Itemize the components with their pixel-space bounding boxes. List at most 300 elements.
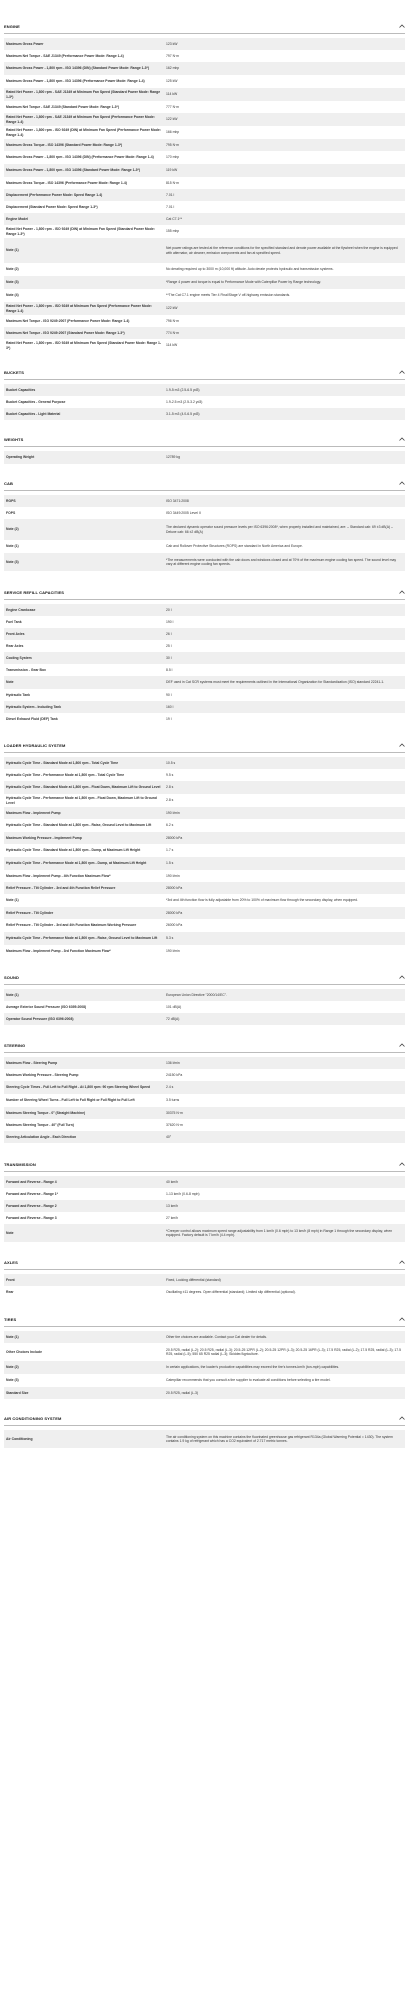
spec-row: [4, 177, 405, 189]
spec-label: Note (1): [6, 898, 19, 903]
spec-row: [4, 201, 405, 213]
spec-value: 774 N·m: [166, 330, 180, 335]
spec-value: 26000 kPa: [166, 923, 183, 928]
spec-value: 27 km/h: [166, 1215, 179, 1220]
spec-value: The declared dynamic operator sound pressure levels per ISO 6396:2008*, when properly installed and maintained, are: – Standard cab: 69 ±3 dB(A) – Deluxe cab: 66 ±2 dB(A): [166, 525, 393, 534]
section-service: [4, 586, 405, 725]
spec-value: 10.5 s: [166, 760, 176, 765]
chevron-up-icon[interactable]: [399, 1260, 405, 1266]
spec-label: Rear: [6, 1290, 14, 1295]
spec-row: [4, 664, 405, 676]
section-header-tires[interactable]: [4, 1313, 405, 1327]
spec-label: Average Exterior Sound Pressure (ISO 6395:2008): [6, 1004, 87, 1009]
spec-label: Front Axles: [6, 631, 25, 636]
chevron-up-icon[interactable]: [399, 590, 405, 596]
spec-label: Maximum Net Torque - SAE J1349 (Standard Power Mode: Range 1-3*): [6, 104, 119, 109]
section-header-sound[interactable]: [4, 971, 405, 985]
spec-label: Hydraulic Cycle Time - Performance Mode at 1,800 rpm - Raise, Ground Level to Maximum Lift: [6, 936, 158, 941]
spec-row: [4, 857, 405, 870]
spec-value: 40°: [166, 1134, 172, 1139]
spec-row: [4, 1094, 405, 1107]
section-title: LOADER HYDRAULIC SYSTEM: [4, 743, 66, 748]
spec-table: [4, 989, 405, 1025]
spec-row: [4, 894, 405, 907]
spec-value: 162 mhp: [166, 66, 180, 71]
spec-row: [4, 794, 405, 807]
spec-table: [4, 1430, 405, 1448]
section-transmission: [4, 1158, 405, 1242]
spec-value: 9.5 s: [166, 772, 174, 777]
spec-label: Hydraulic Cycle Time - Performance Mode at 1,800 rpm - Dump, at Maximum Lift Height: [6, 861, 147, 866]
spec-value: 136 l/min: [166, 1060, 180, 1065]
spec-row: [4, 1069, 405, 1081]
section-header-transmission[interactable]: [4, 1158, 405, 1172]
spec-value: 2.8 s: [166, 785, 174, 790]
spec-row: [4, 62, 405, 75]
spec-row: [4, 1119, 405, 1131]
section-steering: [4, 1039, 405, 1143]
spec-label: Forward and Reverse - Range 2: [6, 1203, 57, 1208]
spec-value: Cab and Rollover Protective Structures (ROPS) are standard in North America and Europe.: [166, 544, 303, 549]
spec-row: [4, 101, 405, 113]
spec-row: [4, 640, 405, 652]
chevron-up-icon[interactable]: [399, 975, 405, 981]
spec-label: Note (1): [6, 992, 19, 997]
spec-label: Note (1): [6, 544, 19, 549]
spec-value: 795 N·m: [166, 142, 180, 147]
section-title: ENGINE: [4, 24, 20, 29]
spec-label: Rated Net Power - 1,800 rpm - ISO 9249 at Minimum Fan Speed (Standard Power Mode: Range 1-3*): [6, 341, 162, 350]
spec-row: [4, 238, 405, 263]
section-buckets: [4, 366, 405, 420]
spec-value: *Creeper control allows maximum speed range adjustability from 1 km/h (0.6 mph) to 13 km/h (8 mph) in Range 1 through the secondary display, when equipped. Factory default is 7 km/h (4.4 mph).: [166, 1228, 393, 1237]
spec-row: [4, 689, 405, 701]
spec-label: Note: [6, 1230, 14, 1235]
spec-label: Transmission - Gear Box: [6, 667, 46, 672]
spec-value: 123 kW: [166, 41, 178, 46]
spec-row: [4, 88, 405, 101]
spec-label: Maximum Flow - Implement Pump - 3rd Function Maximum Flow*: [6, 948, 111, 953]
spec-table: [4, 1057, 405, 1143]
spec-value: 13 km/h: [166, 1203, 179, 1208]
spec-row: [4, 1286, 405, 1299]
section-cab: [4, 477, 405, 571]
spec-label: Hydraulic Cycle Time - Performance Mode at 1,800 rpm - Float Down, Maximum Lift to Ground Level: [6, 796, 157, 805]
spec-value: 3.1-5 m3 (4.0-6.5 yd3): [166, 411, 200, 416]
spec-value: 1.7 s: [166, 848, 174, 853]
section-header-service[interactable]: [4, 586, 405, 600]
spec-label: Rated Net Power - 1,800 rpm - SAE J1349 at Minimum Fan Speed (Standard Power Mode: Range 1-3*): [6, 90, 161, 99]
spec-value: 1-13 km/h (0.6-8 mph): [166, 1191, 200, 1196]
spec-value: 28000 kPa: [166, 910, 183, 915]
spec-label: Maximum Net Torque - SAE J1349 (Performance Power Mode: Range 1-4): [6, 53, 124, 58]
spec-value: 12789 kg: [166, 455, 180, 460]
spec-label: Hydraulic System - Including Tank: [6, 704, 62, 709]
spec-value: 20.5 R25, radial (L-3): [166, 1390, 199, 1395]
spec-row: [4, 1107, 405, 1119]
spec-value: 40 km/h: [166, 1179, 179, 1184]
spec-label: Note (3): [6, 1378, 19, 1383]
section-sound: [4, 971, 405, 1025]
spec-value: 1.9-2.5 m3 (2.5-3.2 yd3): [166, 399, 203, 404]
spec-value: 114 kW: [166, 92, 178, 97]
spec-row: [4, 781, 405, 794]
section-weights: [4, 433, 405, 464]
spec-value: 25 l: [166, 643, 172, 648]
spec-label: Maximum Steering Torque - 0° (Straight Machine): [6, 1110, 86, 1115]
spec-label: Bucket Capacities - Light Material: [6, 411, 61, 416]
spec-label: Rated Net Power - 1,800 rpm - ISO 9249 (DIN) at Minimum Fan Speed (Standard Power Mode: Range 1-3*): [6, 227, 155, 236]
spec-label: Maximum Gross Power: [6, 41, 44, 46]
spec-row: [4, 1013, 405, 1025]
spec-label: Other Choices Include: [6, 1349, 42, 1354]
spec-value: 28000 kPa: [166, 835, 183, 840]
spec-value: 101 dB(A): [166, 1004, 182, 1009]
spec-row: [4, 507, 405, 519]
spec-row: [4, 139, 405, 151]
spec-row: [4, 604, 405, 616]
chevron-up-icon[interactable]: [399, 24, 405, 30]
section-title: TIRES: [4, 1317, 17, 1322]
spec-value: 190 l: [166, 619, 174, 624]
spec-value: Caterpillar recommends that you consult a tire supplier to evaluate all conditions before selecting a tire model.: [166, 1378, 331, 1383]
spec-label: Engine Crankcase: [6, 607, 36, 612]
spec-row: [4, 495, 405, 507]
section-header-steering[interactable]: [4, 1039, 405, 1053]
spec-row: [4, 819, 405, 832]
spec-row: [4, 151, 405, 164]
section-title: WEIGHTS: [4, 437, 24, 442]
section-engine: [4, 20, 405, 352]
spec-row: [4, 1001, 405, 1013]
spec-row: [4, 113, 405, 126]
spec-row: [4, 1430, 405, 1448]
spec-value: 90 l: [166, 692, 172, 697]
spec-label: Front: [6, 1277, 15, 1282]
spec-label: Rated Net Power - 1,800 rpm - SAE J1349 at Minimum Fan Speed (Performance Power Mode: Range 1-4): [6, 115, 155, 124]
spec-value: 166 mhp: [166, 130, 180, 135]
spec-row: [4, 919, 405, 932]
spec-value: DEF used in Cat SCR systems must meet the requirements outlined in the International Organization for Standardization (ISO) standard 22241-1.: [166, 680, 385, 685]
spec-label: Fuel Tank: [6, 619, 22, 624]
spec-label: Maximum Gross Torque - ISO 14396 (Standard Power Mode: Range 1-3*): [6, 142, 123, 147]
spec-value: 30 l: [166, 655, 172, 660]
spec-value: 2.8 s: [166, 798, 174, 803]
spec-value: 72 dB(A): [166, 1016, 180, 1021]
spec-value: 24150 kPa: [166, 1072, 183, 1077]
spec-table: [4, 1331, 405, 1399]
spec-label: Hydraulic Tank: [6, 692, 31, 697]
spec-label: Note (4): [6, 293, 19, 298]
spec-row: [4, 519, 405, 540]
section-title: TRANSMISSION: [4, 1162, 36, 1167]
spec-value: 122 kW: [166, 306, 178, 311]
spec-value: *The measurements were conducted with the cab doors and windows closed and at 70% of the maximum engine cooling fan speed. The sound level may vary at different engine cooling fan speeds.: [166, 557, 397, 566]
section-header-air-conditioning[interactable]: [4, 1412, 405, 1426]
spec-row: [4, 1188, 405, 1200]
spec-value: 155 mhp: [166, 229, 180, 234]
spec-value: **The Cat C7.1 engine meets Tier 4 Final/Stage V off-highway emission standards.: [166, 293, 291, 298]
section-axles: [4, 1256, 405, 1299]
spec-label: Hydraulic Cycle Time - Performance Mode at 1,800 rpm - Total Cycle Time: [6, 772, 125, 777]
spec-label: Maximum Gross Power - 1,800 rpm - ISO 14396 (Standard Power Mode: Range 1-3*): [6, 168, 140, 173]
spec-value: 30375 N·m: [166, 1110, 183, 1115]
spec-label: Note: [6, 680, 14, 685]
spec-table: [4, 757, 405, 957]
spec-row: [4, 396, 405, 408]
spec-row: [4, 302, 405, 315]
spec-sheet: [4, 20, 405, 1448]
spec-table: [4, 384, 405, 420]
spec-value: 170 mhp: [166, 155, 180, 160]
spec-label: Displacement (Standard Power Mode: Speed Range 1-3*): [6, 204, 98, 209]
spec-row: [4, 327, 405, 339]
spec-value: 26 l: [166, 631, 172, 636]
chevron-up-icon[interactable]: [399, 481, 405, 487]
spec-row: [4, 213, 405, 225]
spec-label: Steering Articulation Angle - Each Direction: [6, 1134, 77, 1139]
spec-row: [4, 384, 405, 396]
spec-value: 114 kW: [166, 343, 178, 348]
spec-row: [4, 225, 405, 238]
section-header-axles[interactable]: [4, 1256, 405, 1270]
section-header-weights[interactable]: [4, 433, 405, 447]
spec-row: [4, 1331, 405, 1343]
spec-value: 6.2 s: [166, 823, 174, 828]
section-title: SOUND: [4, 975, 19, 980]
spec-label: Air Conditioning: [6, 1436, 33, 1441]
spec-value: 190 l/min: [166, 810, 180, 815]
spec-label: Maximum Net Torque - ISO 9249:2007 (Standard Power Mode: Range 1-3*): [6, 330, 125, 335]
spec-row: [4, 1212, 405, 1224]
spec-label: Relief Pressure - Tilt Cylinder - 3rd and 4th Function Maximum Working Pressure: [6, 923, 137, 928]
spec-value: 7.01 l: [166, 192, 175, 197]
spec-label: Note (2): [6, 527, 19, 532]
spec-value: 119 kW: [166, 168, 178, 173]
spec-value: 777 N·m: [166, 104, 180, 109]
spec-table: [4, 451, 405, 464]
spec-label: Maximum Flow - Implement Pump: [6, 810, 61, 815]
spec-label: Cooling System: [6, 655, 32, 660]
spec-value: 37620 N·m: [166, 1122, 183, 1127]
chevron-up-icon[interactable]: [399, 437, 405, 443]
section-header-cab[interactable]: [4, 477, 405, 491]
spec-value: 3.5 turns: [166, 1098, 180, 1103]
spec-label: Hydraulic Cycle Time - Standard Mode at 1,800 rpm - Float Down, Maximum Lift to Ground Level: [6, 785, 161, 790]
chevron-up-icon[interactable]: [399, 1317, 405, 1323]
spec-label: Diesel Exhaust Fluid (DEF) Tank: [6, 716, 58, 721]
spec-row: [4, 1387, 405, 1399]
spec-label: Steering Cycle Times - Full Left to Full Right - At 1,800 rpm: 90 rpm Steering Wheel Speed: [6, 1085, 151, 1090]
spec-row: [4, 652, 405, 664]
spec-row: [4, 1374, 405, 1387]
spec-row: [4, 408, 405, 420]
spec-row: [4, 807, 405, 819]
spec-row: [4, 1361, 405, 1374]
chevron-up-icon[interactable]: [399, 370, 405, 376]
section-tires: [4, 1313, 405, 1399]
spec-row: [4, 769, 405, 781]
spec-row: [4, 1176, 405, 1188]
section-header-loader-hydraulic[interactable]: [4, 739, 405, 753]
spec-value: No derating required up to 3000 m (10,000 ft) altitude. Auto derate protects hydraulic and transmission systems.: [166, 267, 334, 272]
spec-label: Maximum Flow - Steering Pump: [6, 1060, 58, 1065]
spec-value: *Range 4 power and torque is equal to Performance Mode with Caterpillar Power by Range technology.: [166, 280, 322, 285]
chevron-up-icon[interactable]: [399, 1162, 405, 1168]
spec-value: 5.3 s: [166, 936, 174, 941]
section-loader-hydraulic: [4, 739, 405, 957]
section-header-engine[interactable]: [4, 20, 405, 34]
spec-value: ISO 3471:2008: [166, 498, 189, 503]
spec-label: Hydraulic Cycle Time - Standard Mode at 1,800 rpm - Dump, at Maximum Lift Height: [6, 848, 141, 853]
spec-row: [4, 189, 405, 201]
spec-table: [4, 604, 405, 725]
spec-label: Note (1): [6, 248, 19, 253]
spec-value: Other tire choices are available. Contact your Cat dealer for details.: [166, 1334, 268, 1339]
spec-row: [4, 701, 405, 713]
spec-row: [4, 38, 405, 50]
spec-row: [4, 1081, 405, 1094]
spec-value: 796 N·m: [166, 318, 180, 323]
spec-label: Note (2): [6, 1365, 19, 1370]
spec-label: FOPS: [6, 510, 16, 515]
spec-row: [4, 907, 405, 919]
spec-value: ISO 3449:2005 Level II: [166, 510, 201, 515]
spec-label: Hydraulic Cycle Time - Standard Mode at 1,800 rpm - Total Cycle Time: [6, 760, 119, 765]
spec-row: [4, 1057, 405, 1069]
spec-label: Rated Net Power - 1,800 rpm - ISO 9249 (DIN) at Minimum Fan Speed (Performance Power Mode: Range 1-4): [6, 128, 161, 137]
spec-value: 2.4 s: [166, 1085, 174, 1090]
spec-row: [4, 1200, 405, 1212]
spec-value: Oscillating ±11 degrees. Open differential (standard); Limited slip differential (optional).: [166, 1290, 296, 1295]
spec-value: 20 l: [166, 607, 172, 612]
chevron-up-icon[interactable]: [399, 1043, 405, 1049]
section-title: CAB: [4, 481, 13, 486]
spec-label: Operator Sound Pressure (ISO 6396:2008): [6, 1016, 74, 1021]
spec-row: [4, 553, 405, 571]
spec-value: 19 l: [166, 716, 172, 721]
section-title: SERVICE REFILL CAPACITIES: [4, 590, 65, 595]
spec-label: Number of Steering Wheel Turns - Full Left to Full Right or Full Right to Full Left: [6, 1098, 135, 1103]
spec-value: 815 N·m: [166, 180, 180, 185]
spec-row: [4, 1131, 405, 1143]
spec-label: Displacement (Performance Power Mode: Speed Range 1-4): [6, 192, 103, 197]
spec-row: [4, 616, 405, 628]
spec-value: The air conditioning system on this machine contains the fluorinated greenhouse gas refrigerant R134a (Global Warming Potential = 1430). The system contains 1.9 kg of refrigerant which has a CO2 equivalent of 2.717 metric tonnes.: [166, 1434, 393, 1443]
spec-value: 8.5 l: [166, 667, 173, 672]
chevron-up-icon[interactable]: [399, 743, 405, 749]
spec-label: Forward and Reverse - Range 1*: [6, 1191, 59, 1196]
spec-row: [4, 628, 405, 640]
spec-value: 7.01 l: [166, 204, 175, 209]
spec-row: [4, 844, 405, 857]
spec-value: 160 l: [166, 704, 174, 709]
spec-value: Fixed, Locking differential (standard): [166, 1277, 221, 1282]
spec-row: [4, 713, 405, 725]
spec-label: Maximum Gross Power - 1,800 rpm - ISO 14396 (Performance Power Mode: Range 1-4): [6, 79, 145, 84]
spec-table: [4, 1274, 405, 1299]
spec-label: Rated Net Power - 1,800 rpm - ISO 9249 at Minimum Fan Speed (Performance Power Mode: Range 1-4): [6, 304, 152, 313]
spec-label: Note (1): [6, 1334, 19, 1339]
spec-label: Relief Pressure - Tilt Cylinder: [6, 910, 54, 915]
spec-row: [4, 932, 405, 945]
spec-label: Operating Weight: [6, 455, 35, 460]
spec-row: [4, 945, 405, 957]
spec-row: [4, 882, 405, 894]
spec-row: [4, 1224, 405, 1242]
spec-label: Forward and Reverse - Range 3: [6, 1215, 57, 1220]
spec-value: 1.9-5 m3 (2.5-6.5 yd3): [166, 387, 200, 392]
section-air-conditioning: [4, 1412, 405, 1448]
spec-label: Note (3): [6, 280, 19, 285]
section-title: BUCKETS: [4, 370, 25, 375]
spec-label: Bucket Capacities: [6, 387, 36, 392]
spec-row: [4, 676, 405, 689]
spec-label: Standard Size: [6, 1390, 29, 1395]
spec-table: [4, 1176, 405, 1242]
chevron-up-icon[interactable]: [399, 1416, 405, 1422]
section-header-buckets[interactable]: [4, 366, 405, 380]
spec-row: [4, 1343, 405, 1361]
spec-value: Net power ratings are tested at the reference conditions for the specified standard and denote power available at the flywheel when the engine is equipped with alternator, air cleaner, emission components and fan at specified speed.: [166, 246, 398, 255]
spec-row: [4, 126, 405, 139]
spec-value: 190 l/min: [166, 873, 180, 878]
spec-label: Rear Axles: [6, 643, 24, 648]
spec-row: [4, 870, 405, 882]
spec-value: 20.5 R25, radial (L-2); 20.5 R25, radial (L-3); 20.5-25 12PR (L-2); 20.5-25 12PR (L-3); 20.5-25 16PR (L-3); 17.5 R25, radial (L-2); 17.5 R25, radial (L-3); 17.5 R25, radial (L-5); 550 65 R25 radial (L-3); Skidder/Agriculture.: [166, 1347, 402, 1356]
spec-row: [4, 263, 405, 276]
section-title: STEERING: [4, 1043, 26, 1048]
spec-value: European Union Directive "2000/14/EC".: [166, 992, 227, 997]
spec-label: Bucket Capacities - General Purpose: [6, 399, 66, 404]
spec-row: [4, 540, 405, 553]
spec-row: [4, 315, 405, 327]
spec-label: Maximum Net Torque - ISO 9249:2007 (Performance Power Mode: Range 1-4): [6, 318, 130, 323]
spec-value: *3rd and 4th function flow is fully adjustable from 20% to 100% of maximum flow through the secondary display, when equipped.: [166, 898, 358, 903]
spec-value: Cat C7.1**: [166, 216, 183, 221]
spec-row: [4, 276, 405, 289]
spec-label: Maximum Working Pressure - Implement Pump: [6, 835, 82, 840]
section-title: AXLES: [4, 1260, 18, 1265]
spec-value: 28000 kPa: [166, 885, 183, 890]
section-title: AIR CONDITIONING SYSTEM: [4, 1416, 62, 1421]
spec-value: 190 l/min: [166, 948, 180, 953]
spec-label: Maximum Working Pressure - Steering Pump: [6, 1072, 79, 1077]
spec-row: [4, 451, 405, 464]
spec-label: Maximum Flow - Implement Pump - 4th Function Maximum Flow*: [6, 873, 111, 878]
spec-label: Maximum Gross Power - 1,800 rpm - ISO 14396 (DIN) (Performance Power Mode: Range 1-4): [6, 155, 154, 160]
spec-value: In certain applications, the loader's productive capabilities may exceed the tire's tonnes-km/h (ton-mph) capabilities.: [166, 1365, 340, 1370]
spec-value: 797 N·m: [166, 53, 180, 58]
spec-table: [4, 38, 405, 352]
spec-label: Note (2): [6, 267, 19, 272]
spec-label: Hydraulic Cycle Time - Standard Mode at 1,800 rpm - Raise, Ground Level to Maximum Lift: [6, 823, 152, 828]
spec-row: [4, 50, 405, 62]
spec-label: Maximum Gross Torque - ISO 14396 (Performance Power Mode: Range 1-4): [6, 180, 127, 185]
spec-label: Relief Pressure - Tilt Cylinder - 3rd and 4th Function Relief Pressure: [6, 885, 116, 890]
spec-label: Maximum Steering Torque - 40° (Full Turn): [6, 1122, 74, 1127]
spec-label: Engine Model: [6, 216, 29, 221]
spec-value: 122 kW: [166, 117, 178, 122]
spec-row: [4, 164, 405, 177]
spec-table: [4, 495, 405, 571]
spec-row: [4, 832, 405, 844]
spec-row: [4, 289, 405, 302]
spec-row: [4, 757, 405, 769]
spec-label: ROPS: [6, 498, 16, 503]
spec-value: 125 kW: [166, 79, 178, 84]
spec-label: Note (3): [6, 559, 19, 564]
